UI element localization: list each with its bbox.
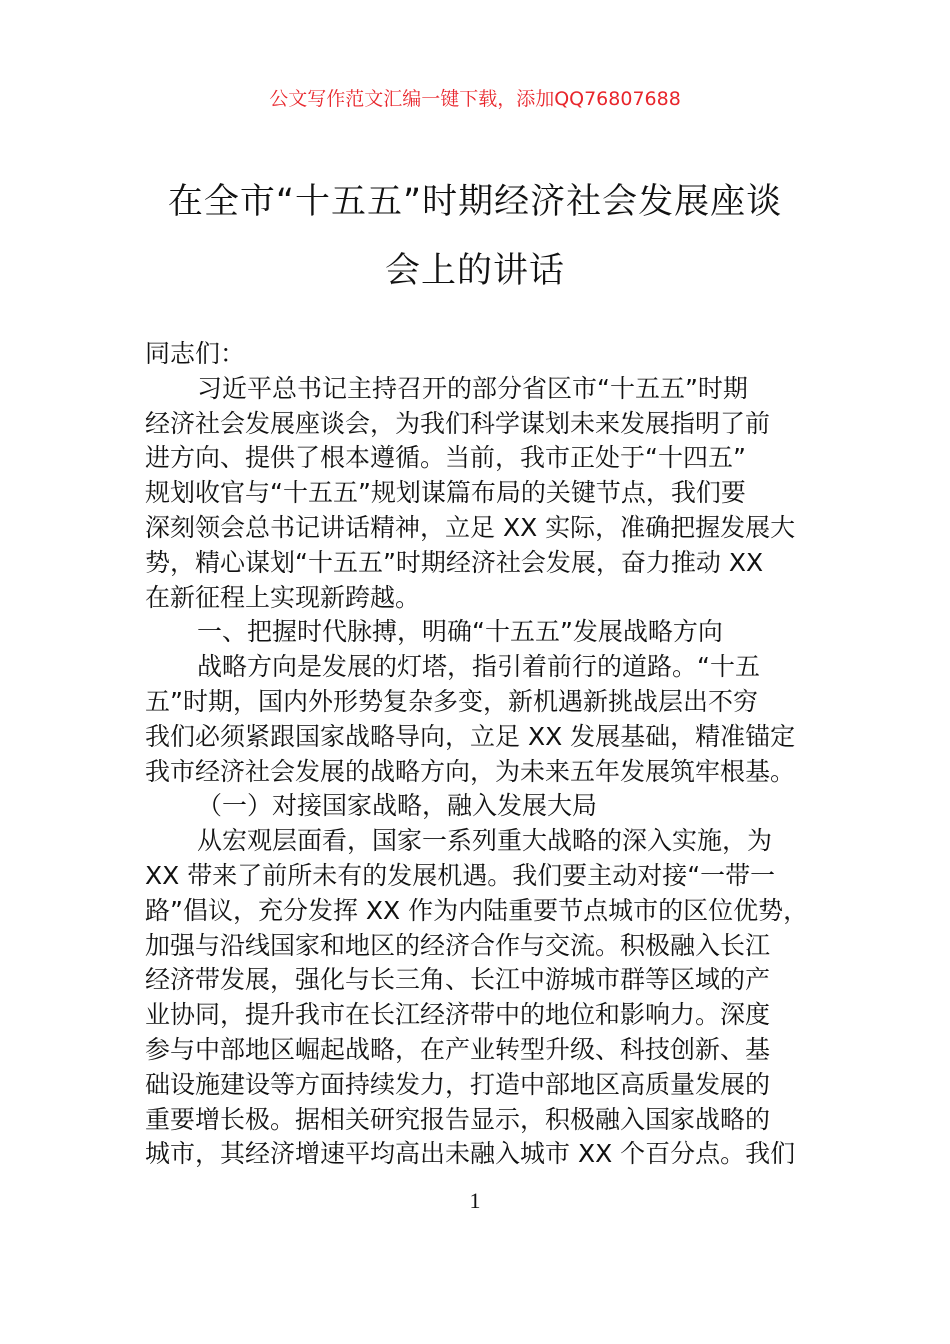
text-line: （一）对接国家战略，融入发展大局 — [197, 791, 598, 821]
text-line: 我市经济社会发展的战略方向，为未来五年发展筑牢根基。 — [145, 756, 796, 786]
text-line: XX 带来了前所未有的发展机遇。我们要主动对接“一带一 — [145, 860, 776, 890]
text-line: 五”时期，国内外形势复杂多变，新机遇新挑战层出不穷 — [145, 686, 758, 716]
paragraph — [145, 337, 845, 372]
page-number: 1 — [469, 1188, 481, 1213]
text-line: 经济带发展，强化与长三角、长江中游城市群等区域的产 — [145, 965, 771, 995]
text-line: 深刻领会总书记讲话精神，立足 XX 实际，准确把握发展大 — [145, 512, 796, 542]
text-line: 加强与沿线国家和地区的经济合作与交流。积极融入长江 — [145, 930, 771, 960]
text-line: 同志们： — [145, 339, 246, 368]
paragraph — [145, 650, 845, 789]
text-line: 势，精心谋划“十五五”时期经济社会发展，奋力推动 XX — [145, 547, 764, 577]
text-line: 从宏观层面看，国家一系列重大战略的深入实施，为 — [197, 826, 773, 856]
text-line: 城市，其经济增速平均高出未融入城市 XX 个百分点。我们 — [145, 1139, 796, 1169]
text-line: 业协同，提升我市在长江经济带中的地位和影响力。深度 — [145, 1000, 771, 1030]
text-line: 进方向、提供了根本遵循。当前，我市正处于“十四五” — [145, 443, 746, 473]
download-banner: 公文写作范文汇编一键下载，添加QQ76807688 — [269, 88, 681, 110]
paragraph — [145, 615, 845, 650]
document-title-line-2: 会上的讲话 — [384, 251, 565, 291]
text-line: 路”倡议，充分发挥 XX 作为内陆重要节点城市的区位优势， — [145, 895, 809, 925]
text-line: 在新征程上实现新跨越。 — [145, 582, 421, 612]
text-line: 习近平总书记主持召开的部分省区市“十五五”时期 — [197, 373, 748, 403]
document-body — [145, 337, 845, 1172]
text-line: 规划收官与“十五五”规划谋篇布局的关键节点，我们要 — [145, 478, 746, 508]
text-line: 重要增长极。据相关研究报告显示，积极融入国家战略的 — [145, 1104, 771, 1134]
paragraph — [145, 824, 845, 1172]
text-line: 经济社会发展座谈会，为我们科学谋划未来发展指明了前 — [145, 408, 771, 438]
text-line: 一、把握时代脉搏，明确“十五五”发展战略方向 — [197, 617, 723, 647]
text-line: 战略方向是发展的灯塔，指引着前行的道路。“十五 — [197, 652, 760, 682]
paragraph — [145, 372, 845, 616]
paragraph — [145, 789, 845, 824]
text-line: 参与中部地区崛起战略，在产业转型升级、科技创新、基 — [145, 1034, 771, 1064]
document-title-line-1: 在全市“十五五”时期经济社会发展座谈 — [167, 182, 783, 222]
text-line: 我们必须紧跟国家战略导向，立足 XX 发展基础，精准锚定 — [145, 721, 796, 751]
text-line: 础设施建设等方面持续发力，打造中部地区高质量发展的 — [145, 1069, 771, 1099]
